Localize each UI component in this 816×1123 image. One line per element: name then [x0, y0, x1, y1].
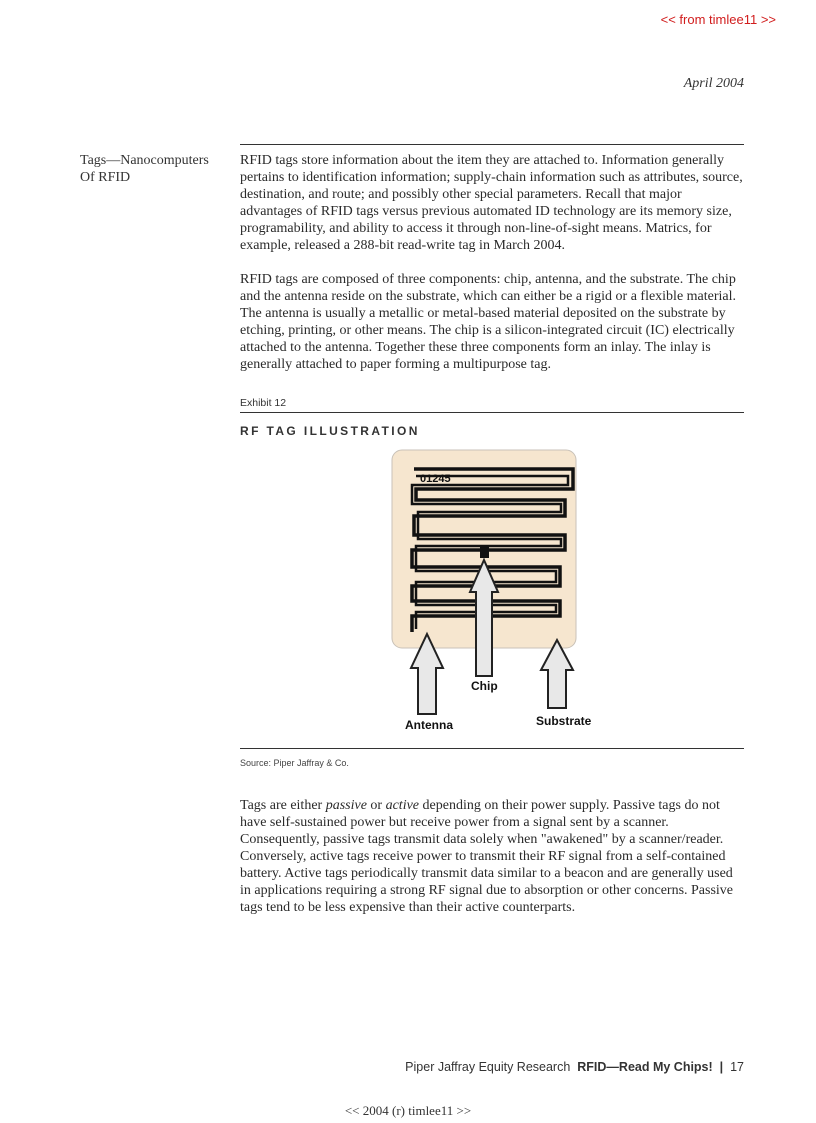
active-term: active — [385, 798, 420, 813]
copyright-note: << 2004 (r) timlee11 >> — [344, 1103, 472, 1118]
paragraph-2: RFID tags are composed of three components: chip, antenna, and the substrate. The chip and the antenna reside on the substrate, which can either be a rigid or a flexible material. The antenna is usually a metallic or metal-based material deposited on the substrate by etching, printing, or other means. The chip is a silicon-integrated circuit (IC) electrically attached to the antenna. Together these three components form an inlay. The inlay is generally attached to paper forming a multipurpose tag. — [240, 272, 737, 372]
chip-die — [480, 546, 489, 558]
exhibit-bottom-rule — [240, 748, 744, 749]
substrate-arrow — [541, 640, 573, 708]
substrate-label: Substrate — [536, 714, 592, 728]
footer-separator: | — [719, 1060, 724, 1074]
top-rule — [240, 144, 744, 145]
paragraph-1: RFID tags store information about the item they are attached to. Information generally pertains to identification information; supply-chain information such as attributes, source, destination, and route; and possibly other special parameters. Recall that major advantages of RFID tags versus previous automated ID technology are its memory size, programability, and ability to access it through non-line-of-sight means. Matrics, for example, released a 288-bit read-write tag in March 2004. — [240, 153, 743, 253]
exhibit-title: RF TAG ILLUSTRATION — [240, 424, 420, 438]
report-date: April 2004 — [683, 76, 744, 91]
page-number: 17 — [730, 1060, 744, 1074]
exhibit-source: Source: Piper Jaffray & Co. — [240, 758, 349, 768]
side-heading-line2: Of RFID — [80, 170, 131, 185]
exhibit-label: Exhibit 12 — [240, 397, 287, 409]
page-footer — [405, 1060, 744, 1074]
chip-label: Chip — [471, 679, 498, 693]
side-heading — [80, 152, 230, 186]
exhibit-top-rule — [240, 412, 744, 413]
rf-tag-illustration — [240, 444, 746, 744]
footer-report-title: RFID—Read My Chips! — [577, 1060, 713, 1074]
tag-code: 01245 — [420, 473, 451, 485]
antenna-label: Antenna — [405, 718, 453, 732]
footer-publisher: Piper Jaffray Equity Research — [405, 1060, 571, 1074]
passive-term: passive — [325, 798, 367, 813]
paragraph-3: Tags are either passive or active depending on their power supply. Passive tags do not have self-sustained power but receive power from a signal sent by a scanner. Consequently, passive tags transmit data solely when "awakened" by a scanner/reader. Conversely, active tags receive power to transmit their RF signal from a self-contained battery. Active tags periodically transmit data similar to a beacon and are generally used in applications requiring a strong RF signal due to absorption or other concerns. Passive tags tend to be less expensive than their active counterparts. — [240, 798, 734, 915]
top-note: << from timlee11 >> — [660, 12, 776, 27]
side-heading-line1: Tags—Nanocomputers — [80, 153, 209, 168]
